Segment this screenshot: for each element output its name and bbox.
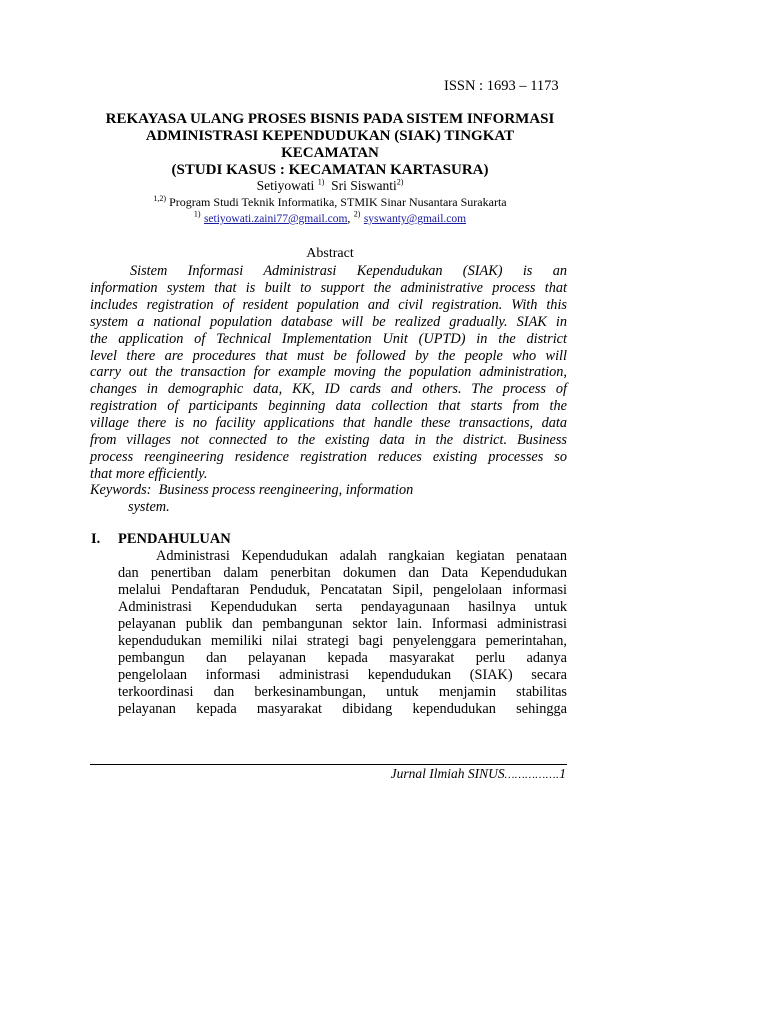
abstract-line: carry out the transaction for example moving the population administration, bbox=[90, 364, 567, 381]
issn-number: ISSN : 1693 – 1173 bbox=[444, 78, 559, 94]
author-1: Setiyowati bbox=[256, 178, 315, 193]
section-title: PENDAHULUAN bbox=[118, 531, 231, 547]
abstract-line: includes registration of resident population and civil registration. With this bbox=[90, 296, 567, 313]
title-line: ADMINISTRASI KEPENDUDUKAN (SIAK) TINGKAT bbox=[145, 128, 515, 144]
abstract-heading: Abstract bbox=[306, 246, 354, 261]
email-2-marker: 2) bbox=[353, 209, 361, 219]
keywords-label: Keywords bbox=[90, 482, 147, 498]
footer-rule bbox=[90, 764, 567, 765]
title-line: KECAMATAN bbox=[281, 145, 379, 161]
paper-title bbox=[90, 111, 570, 179]
author-2-marker: 2) bbox=[396, 177, 404, 187]
author-1-marker: 1) bbox=[317, 177, 325, 187]
affiliation-marker: 1,2) bbox=[153, 194, 167, 203]
author-names bbox=[90, 178, 570, 194]
body-line: Administrasi Kependudukan serta pendayagunaan hasilnya untuk bbox=[118, 599, 567, 615]
body-line: melalui Pendaftaran Penduduk, Pencatatan Sipil, pengelolaan informasi bbox=[118, 582, 567, 598]
body-line: Administrasi Kependudukan adalah rangkaian kegiatan penataan bbox=[156, 548, 567, 564]
journal-name: Jurnal Ilmiah SINUS bbox=[390, 766, 505, 781]
email-1-marker: 1) bbox=[193, 209, 201, 219]
abstract-line: level there are procedures that must be followed by the people who will bbox=[90, 347, 567, 364]
abstract-line: Sistem Informasi Administrasi Kependudukan (SIAK) is an bbox=[130, 263, 567, 279]
abstract-line: the application of Technical Implementation Unit (UPTD) in the district bbox=[90, 330, 567, 347]
abstract-line: from villages not connected to the existing data in the district. Business bbox=[90, 432, 567, 449]
email-1-link[interactable]: setiyowati.zaini77@gmail.com bbox=[203, 213, 348, 225]
author-block bbox=[90, 178, 570, 227]
affiliation-line bbox=[90, 194, 570, 210]
abstract-line: registration of participants beginning data collection that starts from the bbox=[90, 398, 567, 415]
body-line: pelayanan kepada masyarakat dibidang kependudukan sehingga bbox=[118, 701, 567, 717]
abstract-line: system a national population database will be realized gradually. SIAK in bbox=[90, 313, 567, 330]
page-footer bbox=[391, 766, 566, 782]
title-line: REKAYASA ULANG PROSES BISNIS PADA SISTEM INFORMASI bbox=[105, 111, 555, 127]
abstract-body bbox=[90, 263, 567, 483]
email-line bbox=[90, 210, 570, 227]
author-2: Sri Siswanti bbox=[331, 178, 397, 193]
section-body bbox=[118, 548, 567, 718]
abstract-line: that more efficiently. bbox=[90, 465, 208, 482]
body-line: pembangun dan pelayanan kepada masyarakat perlu adanya bbox=[118, 650, 567, 666]
body-line: terkoordinasi dan berkesinambungan, untuk menjamin stabilitas bbox=[118, 684, 567, 700]
abstract-line: information system that is built to support the administrative process that bbox=[90, 279, 567, 296]
body-line: kependudukan memiliki nilai strategi bagi penyelenggara pemerintahan, bbox=[118, 633, 567, 649]
body-line: pelayanan publik dan pembangunan sektor lain. Informasi administrasi bbox=[118, 616, 567, 632]
abstract-line: changes in demographic data, KK, ID cards and others. The process of bbox=[90, 381, 567, 398]
keywords-line-2: system. bbox=[128, 499, 170, 515]
body-line: pengelolaan informasi administrasi kependudukan (SIAK) secara bbox=[118, 667, 567, 683]
keywords-line-1 bbox=[90, 482, 490, 499]
affiliation: Program Studi Teknik Informatika, STMIK Sinar Nusantara Surakarta bbox=[169, 195, 507, 209]
body-line: dan penertiban dalam penerbitan dokumen dan Data Kependudukan bbox=[118, 565, 567, 581]
footer-dots: ……………. bbox=[504, 769, 560, 781]
keywords-text: Business process reengineering, information bbox=[158, 482, 414, 498]
email-2-link[interactable]: syswanty@gmail.com bbox=[363, 213, 467, 225]
title-line: (STUDI KASUS : KECAMATAN KARTASURA) bbox=[171, 162, 489, 178]
section-number: I. bbox=[91, 531, 101, 547]
page-number: 1 bbox=[559, 766, 566, 781]
keywords-block bbox=[90, 482, 490, 516]
abstract-line: process reengineering residence registration reduces existing processes so bbox=[90, 448, 567, 465]
email-separator: , bbox=[347, 211, 351, 225]
abstract-line: village there is no facility applications that handle these transactions, data bbox=[90, 415, 567, 432]
keywords-colon: : bbox=[146, 482, 152, 498]
